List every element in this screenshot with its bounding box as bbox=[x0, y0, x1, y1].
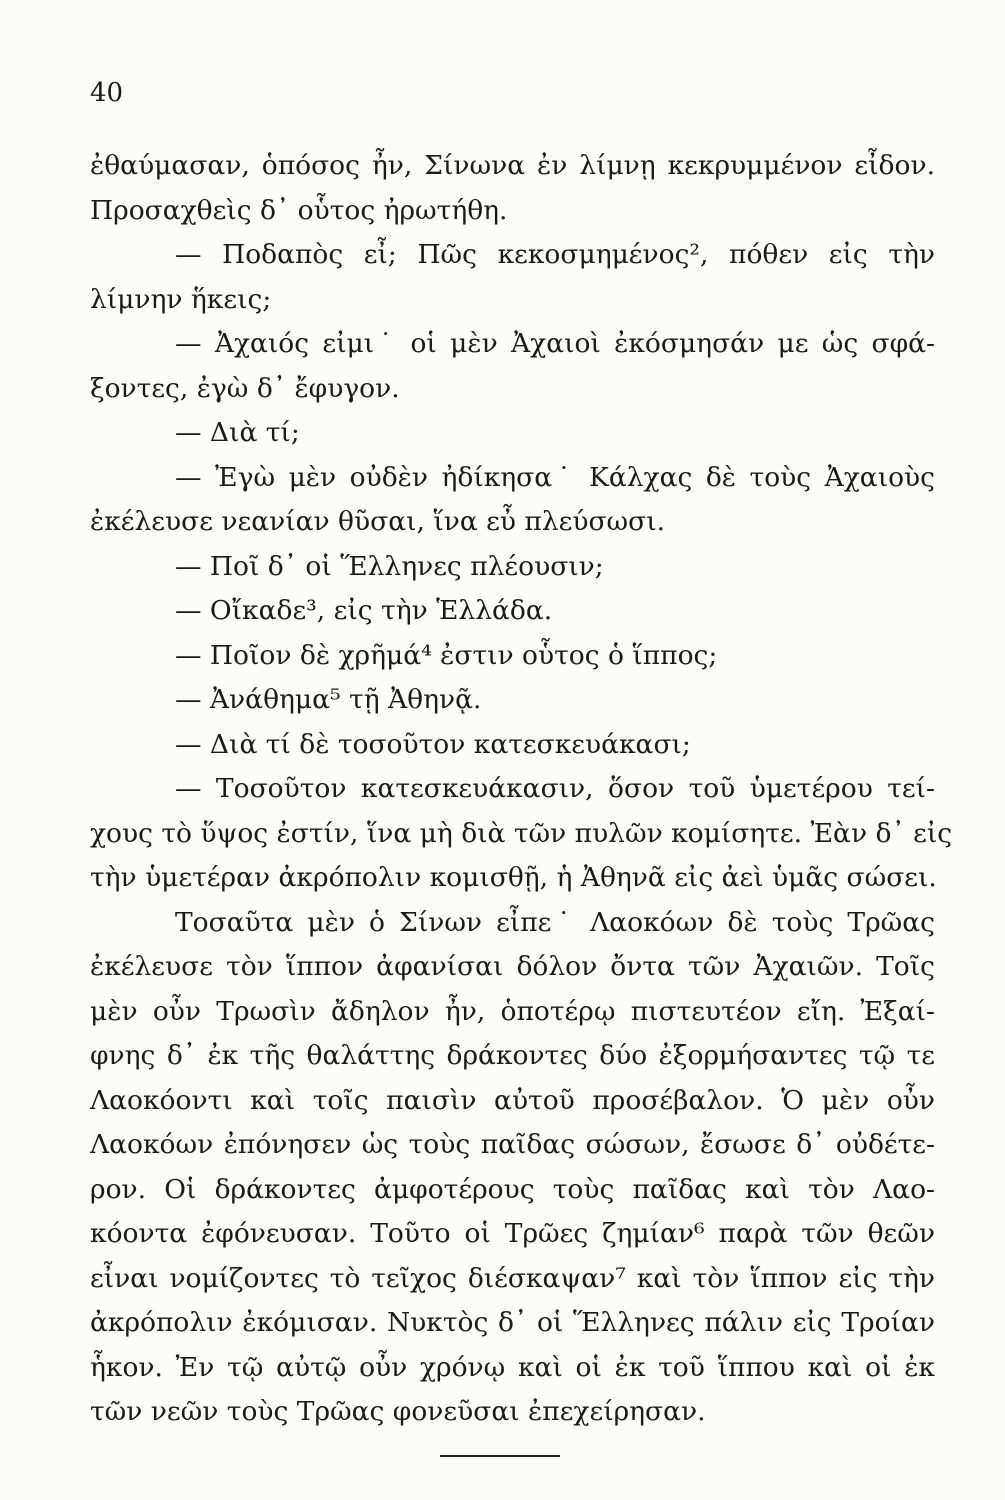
text-line-22: Λαοκόοντι καὶ τοῖς παισὶν αὐτοῦ προσέβαλον. Ὁ μὲν οὖν bbox=[90, 1084, 935, 1116]
text-line-5: — Ἀχαιός εἰμι˙ οἱ μὲν Ἀχαιοὶ ἐκόσμησάν με ὡς σφά- bbox=[175, 328, 935, 359]
text-line-21: φνης δ᾽ ἐκ τῆς θαλάττης δράκοντες δύο ἐξορμήσαντες τῷ τε bbox=[90, 1040, 935, 1071]
text-line-8: — Ἐγὼ μὲν οὐδὲν ἠδίκησα˙ Κάλχας δὲ τοὺς Ἀχαιοὺς bbox=[175, 461, 935, 493]
text-line-16: χους τὸ ὕψος ἐστίν, ἵνα μὴ διὰ τῶν πυλῶν κομίσητε. Ἐὰν δ᾽ εἰς bbox=[90, 817, 953, 849]
text-line-3: — Ποδαπὸς εἶ; Πῶς κεκοσμημένος², πόθεν εἰς τὴν bbox=[175, 239, 935, 270]
text-line-6: ξοντες, ἐγὼ δ᾽ ἔφυγον. bbox=[90, 372, 400, 404]
text-line-24: ρον. Οἱ δράκοντες ἀμφοτέρους τοὺς παῖδας καὶ τὸν Λαο- bbox=[90, 1173, 935, 1205]
text-line-26: εἶναι νομίζοντες τὸ τεῖχος διέσκαψαν⁷ καὶ τὸν ἵππον εἰς τὴν bbox=[90, 1262, 935, 1294]
text-line-28: ἧκον. Ἐν τῷ αὐτῷ οὖν χρόνῳ καὶ οἱ ἐκ τοῦ ἵππου καὶ οἱ ἐκ bbox=[90, 1351, 935, 1383]
text-line-19: ἐκέλευσε τὸν ἵππον ἀφανίσαι δόλον ὄντα τῶν Ἀχαιῶν. Τοῖς bbox=[90, 951, 935, 982]
text-line-4: λίμνην ἥκεις; bbox=[90, 283, 272, 315]
text-line-20: μὲν οὖν Τρωσὶν ἄδηλον ἦν, ὁποτέρῳ πιστευτέον εἴη. Ἐξαί- bbox=[90, 995, 935, 1027]
text-line-15: — Τοσοῦτον κατεσκευάκασιν, ὅσον τοῦ ὑμετέρου τεί- bbox=[175, 773, 935, 804]
text-line-2: Προσαχθεὶς δ᾽ οὗτος ἠρωτήθη. bbox=[90, 194, 508, 226]
text-line-14: — Διὰ τί δὲ τοσοῦτον κατεσκευάκασι; bbox=[175, 728, 691, 760]
text-line-13: — Ἀνάθημα⁵ τῇ Ἀθηνᾷ. bbox=[175, 684, 482, 715]
text-line-12: — Ποῖον δὲ χρῆμά⁴ ἐστιν οὗτος ὁ ἵππος; bbox=[175, 639, 718, 671]
text-line-27: ἀκρόπολιν ἐκόμισαν. Νυκτὸς δ᾽ οἱ Ἕλληνες πάλιν εἰς Τροίαν bbox=[90, 1307, 935, 1338]
text-line-7: — Διὰ τί; bbox=[175, 417, 300, 448]
text-line-18: Τοσαῦτα μὲν ὁ Σίνων εἶπε˙ Λαοκόων δὲ τοὺς Τρῶας bbox=[175, 906, 935, 938]
text-line-11: — Οἴκαδε³, εἰς τὴν Ἑλλάδα. bbox=[175, 595, 553, 626]
text-line-17: τὴν ὑμετέραν ἀκρόπολιν κομισθῇ, ἡ Ἀθηνᾶ εἰς ἀεὶ ὑμᾶς σώσει. bbox=[90, 862, 937, 893]
section-divider-rule bbox=[440, 1455, 560, 1457]
text-line-25: κόοντα ἐφόνευσαν. Τοῦτο οἱ Τρῶες ζημίαν⁶ παρὰ τῶν θεῶν bbox=[90, 1218, 935, 1249]
text-line-29: τῶν νεῶν τοὺς Τρῶας φονεῦσαι ἐπεχείρησαν. bbox=[90, 1396, 706, 1427]
text-line-1: ἐθαύμασαν, ὁπόσος ἦν, Σίνωνα ἐν λίμνῃ κεκρυμμένον εἶδον. bbox=[90, 150, 935, 181]
text-line-9: ἐκέλευσε νεανίαν θῦσαι, ἵνα εὖ πλεύσωσι. bbox=[90, 506, 666, 537]
page-number: 40 bbox=[90, 78, 124, 108]
text-line-10: — Ποῖ δ᾽ οἱ Ἕλληνες πλέουσιν; bbox=[175, 550, 604, 582]
text-line-23: Λαοκόων ἐπόνησεν ὡς τοὺς παῖδας σώσων, ἔσωσε δ᾽ οὐδέτε- bbox=[90, 1129, 935, 1160]
